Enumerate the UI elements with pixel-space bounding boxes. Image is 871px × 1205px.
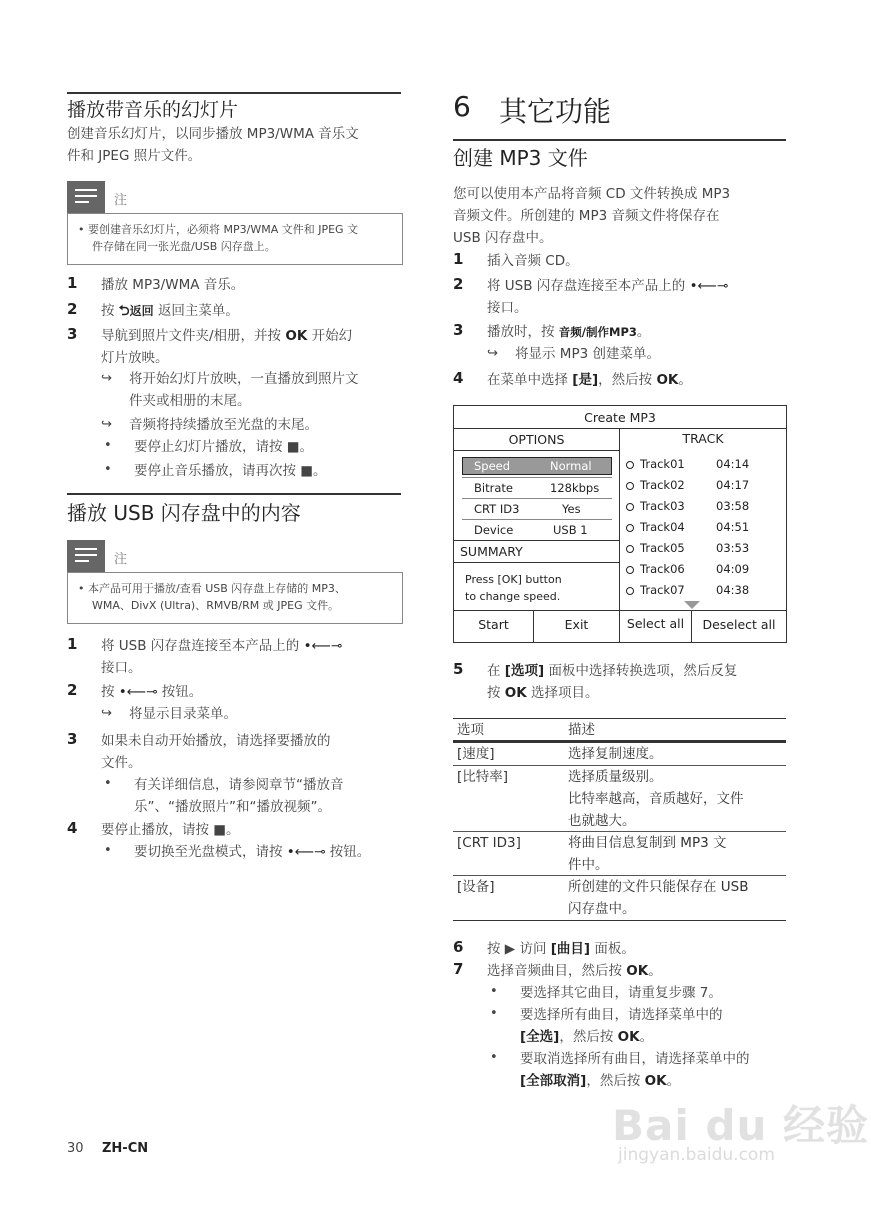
option-value: USB 1 xyxy=(553,523,588,537)
track-radio-icon xyxy=(626,524,634,532)
table-rule xyxy=(453,718,786,719)
step-text: 选择音频曲目，然后按 OK。 xyxy=(487,963,662,979)
language-code: ZH-CN xyxy=(102,1141,149,1156)
step-number: 1 xyxy=(453,250,464,268)
step-number: 1 xyxy=(67,635,78,653)
bullet: • xyxy=(104,438,112,453)
track-item[interactable]: Track02 xyxy=(626,478,685,492)
step-number: 2 xyxy=(67,300,78,318)
track-radio-icon xyxy=(626,566,634,574)
step-text: 在菜单中选择 [是]，然后按 OK。 xyxy=(487,372,692,388)
chapter-number: 6 xyxy=(453,90,471,123)
step-text: 按 •⟵⊸ 按钮。 xyxy=(101,684,203,700)
track-time: 04:38 xyxy=(716,583,750,597)
bullet-text: 要取消选择所有曲目，请选择菜单中的 [全部取消]，然后按 OK。 xyxy=(520,1051,750,1089)
track-radio-icon xyxy=(626,482,634,490)
summary-text: Press [OK] button to change speed. xyxy=(465,573,562,603)
bullet-text: 要停止幻灯片播放，请按 ■。 xyxy=(134,439,314,455)
track-item[interactable]: Track03 xyxy=(626,499,685,513)
option-label[interactable]: Bitrate xyxy=(474,481,513,495)
exit-button[interactable]: Exit xyxy=(564,617,589,632)
step-text: 按 ▶ 访问 [曲目] 面板。 xyxy=(487,941,635,957)
dialog-title: Create MP3 xyxy=(584,410,656,425)
track-item[interactable]: Track01 xyxy=(626,457,685,471)
note-text: 件存储在同一张光盘/USB 闪存盘上。 xyxy=(92,240,276,253)
options-header: OPTIONS xyxy=(508,432,565,447)
bullet: • xyxy=(490,1006,498,1021)
table-cell: [比特率] xyxy=(457,769,509,785)
back-icon: ⮌ xyxy=(118,303,130,319)
section-title: 播放带音乐的幻灯片 xyxy=(67,99,239,121)
step-number: 4 xyxy=(453,369,464,387)
step-number: 7 xyxy=(453,960,464,978)
page-number: 30 xyxy=(67,1141,84,1156)
note-label: 注 xyxy=(114,552,128,567)
step-number: 4 xyxy=(67,819,78,837)
bullet-text: 要选择所有曲目，请选择菜单中的 [全选]，然后按 OK。 xyxy=(520,1007,723,1045)
track-header: TRACK xyxy=(682,431,724,446)
table-cell: [速度] xyxy=(457,746,495,762)
bullet: • xyxy=(490,1050,498,1065)
intro-text: 创建音乐幻灯片，以同步播放 MP3/WMA 音乐文 件和 JPEG 照片文件。 xyxy=(67,126,359,164)
chapter-rule xyxy=(453,139,786,141)
track-radio-icon xyxy=(626,587,634,595)
step-number: 5 xyxy=(453,660,464,678)
track-radio-icon xyxy=(626,545,634,553)
table-cell: 所创建的文件只能保存在 USB 闪存盘中。 xyxy=(568,879,749,917)
create-mp3-dialog xyxy=(453,405,787,643)
step-text: 插入音频 CD。 xyxy=(487,253,579,269)
step-text: 如果未自动开始播放，请选择要播放的 文件。 xyxy=(101,733,331,771)
track-time: 03:53 xyxy=(716,541,750,555)
chapter-title: 其它功能 xyxy=(499,95,612,128)
section-title: 播放 USB 闪存盘中的内容 xyxy=(67,501,301,525)
track-time: 04:09 xyxy=(716,562,750,576)
result-text: 将开始幻灯片放映，一直播放到照片文 件夹或相册的末尾。 xyxy=(129,371,359,409)
bullet-text: 要切换至光盘模式，请按 •⟵⊸ 按钮。 xyxy=(134,844,371,860)
bullet: • xyxy=(104,843,112,858)
bullet: • xyxy=(490,984,498,999)
note-text: • 本产品可用于播放/查看 USB 闪存盘上存储的 MP3、 xyxy=(78,582,346,595)
table-cell: 选择复制速度。 xyxy=(568,746,663,762)
section-rule xyxy=(67,92,401,94)
track-item[interactable]: Track06 xyxy=(626,562,685,576)
table-cell: [CRT ID3] xyxy=(457,835,521,851)
table-header: 描述 xyxy=(568,722,595,738)
usb-icon: •⟵⊸ xyxy=(689,278,729,294)
step-text: 要停止播放，请按 ■。 xyxy=(101,822,240,838)
option-label[interactable]: Device xyxy=(474,523,514,537)
option-label: Speed xyxy=(474,459,511,473)
watermark-url: jingyan.baidu.com xyxy=(618,1145,775,1165)
track-time: 03:58 xyxy=(716,499,750,513)
table-cell: [设备] xyxy=(457,879,495,895)
step-text: 将 USB 闪存盘连接至本产品上的 •⟵⊸ 接口。 xyxy=(487,278,729,316)
option-value: 128kbps xyxy=(550,481,600,495)
scroll-down-icon[interactable] xyxy=(684,601,700,609)
step-text: 播放时，按 音频/制作MP3。 xyxy=(487,324,651,340)
result-arrow-icon: ↪ xyxy=(487,346,498,361)
step-text: 将 USB 闪存盘连接至本产品上的 •⟵⊸ 接口。 xyxy=(101,638,343,676)
note-icon xyxy=(67,181,105,213)
option-value: Yes xyxy=(562,502,581,516)
table-cell: 将曲目信息复制到 MP3 文 件中。 xyxy=(568,835,727,873)
start-button[interactable]: Start xyxy=(478,617,509,632)
result-arrow-icon: ↪ xyxy=(101,417,112,432)
bullet-text: 要停止音乐播放，请再次按 ■。 xyxy=(134,463,327,479)
note-icon xyxy=(67,540,105,572)
intro-text: 您可以使用本产品将音频 CD 文件转换成 MP3 音频文件。所创建的 MP3 音频文件将保存在 USB 闪存盘中。 xyxy=(453,186,731,246)
baidu-watermark: Bai du 经验 xyxy=(612,1101,869,1150)
note-text: WMA、DivX (Ultra)、RMVB/RM 或 JPEG 文件。 xyxy=(92,599,340,612)
step-text: 导航到照片文件夹/相册，并按 OK 开始幻 灯片放映。 xyxy=(101,328,353,366)
step-number: 2 xyxy=(67,681,78,699)
track-radio-icon xyxy=(626,461,634,469)
step-text: 播放 MP3/WMA 音乐。 xyxy=(101,277,245,293)
step-number: 3 xyxy=(67,730,78,748)
step-text: 在 [选项] 面板中选择转换选项，然后反复 按 OK 选择项目。 xyxy=(487,663,738,701)
result-text: 音频将持续播放至光盘的末尾。 xyxy=(129,417,318,433)
track-item[interactable]: Track05 xyxy=(626,541,685,555)
usb-icon: •⟵⊸ xyxy=(118,684,158,700)
usb-icon: •⟵⊸ xyxy=(303,638,343,654)
section-title: 创建 MP3 文件 xyxy=(453,146,588,170)
select-all-button[interactable]: Select all xyxy=(626,616,685,631)
bullet: • xyxy=(104,776,112,791)
deselect-all-button[interactable]: Deselect all xyxy=(702,617,776,632)
bullet-text: 要选择其它曲目，请重复步骤 7。 xyxy=(520,985,722,1001)
step-number: 3 xyxy=(67,325,78,343)
section-rule xyxy=(67,493,401,495)
result-text: 将显示目录菜单。 xyxy=(129,706,237,722)
track-item[interactable]: Track07 xyxy=(626,583,685,597)
step-number: 3 xyxy=(453,321,464,339)
note-text: • 要创建音乐幻灯片，必须将 MP3/WMA 文件和 JPEG 文 xyxy=(78,223,359,236)
track-time: 04:51 xyxy=(716,520,750,534)
bullet-text: 有关详细信息，请参阅章节“播放音 乐”、“播放照片”和“播放视频”。 xyxy=(134,777,344,815)
step-number: 1 xyxy=(67,274,78,292)
table-rule xyxy=(453,920,786,921)
note-label: 注 xyxy=(114,193,128,208)
usb-icon: •⟵⊸ xyxy=(286,844,326,860)
result-arrow-icon: ↪ xyxy=(101,706,112,721)
step-number: 2 xyxy=(453,275,464,293)
table-cell: 选择质量级别。 比特率越高，音质越好，文件 也就越大。 xyxy=(568,769,744,829)
track-item[interactable]: Track04 xyxy=(626,520,685,534)
result-text: 将显示 MP3 创建菜单。 xyxy=(515,346,660,362)
track-time: 04:17 xyxy=(716,478,750,492)
option-label[interactable]: CRT ID3 xyxy=(474,502,520,516)
result-arrow-icon: ↪ xyxy=(101,371,112,386)
step-text: 按 ⮌返回 返回主菜单。 xyxy=(101,303,239,319)
table-header: 选项 xyxy=(457,722,484,738)
step-number: 6 xyxy=(453,938,464,956)
track-radio-icon xyxy=(626,503,634,511)
option-value: Normal xyxy=(550,459,592,473)
track-time: 04:14 xyxy=(716,457,750,471)
bullet: • xyxy=(104,462,112,477)
summary-header: SUMMARY xyxy=(460,544,523,559)
